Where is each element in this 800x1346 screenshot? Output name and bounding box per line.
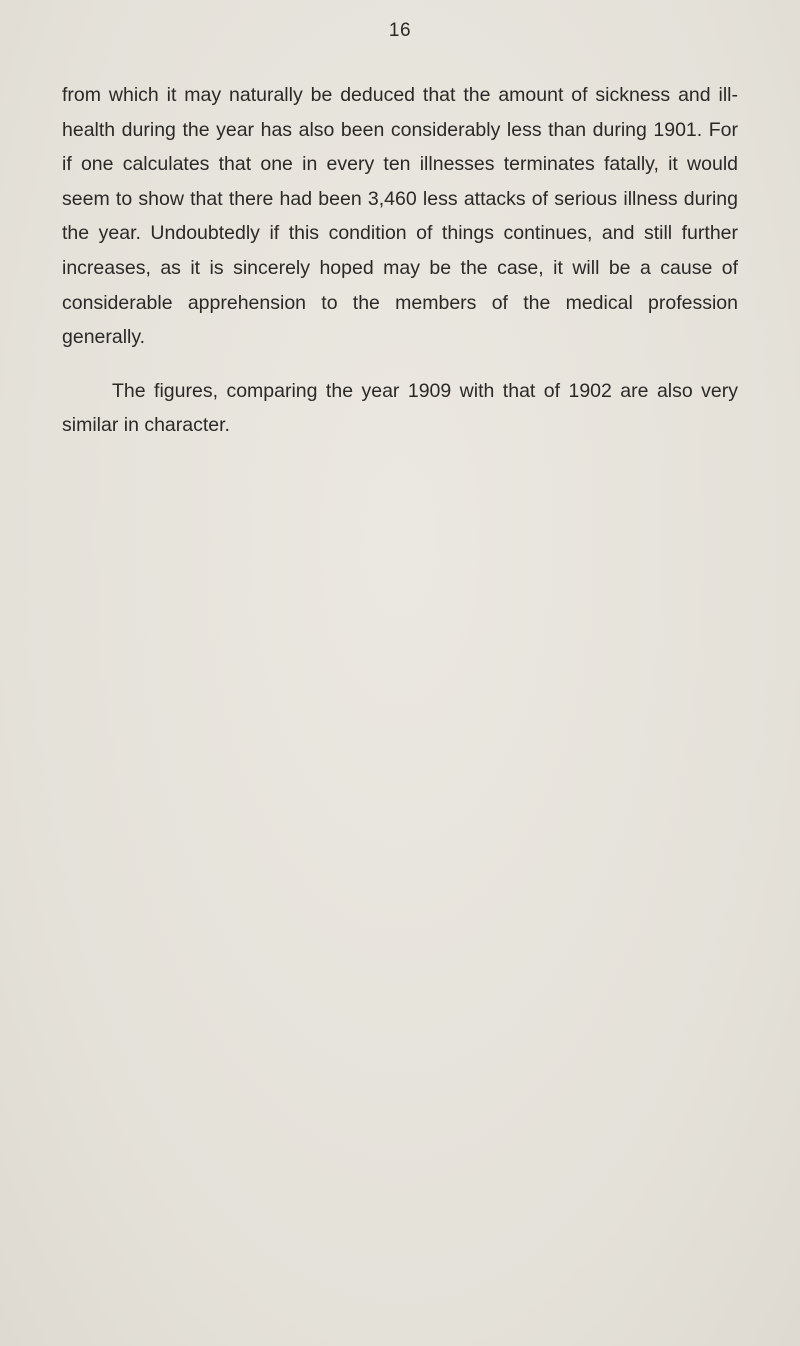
paragraph-1: from which it may naturally be deduced that the amount of sickness and ill-health during the year has also been considerably less than during 1901. For if one calculates that one in every ten illnesses terminates fatally, it would seem to show that there had been 3,460 less attacks of serious illness during the year. Undoubtedly if this condition of things continues, and still further increases, as it is sincerely hoped may be the case, it will be a cause of considerable apprehension to the members of the medical profession generally. xyxy=(62,84,738,349)
body-text xyxy=(62,78,738,443)
paragraph-2: The figures, comparing the year 1909 with that of 1902 are also very similar in character. xyxy=(62,379,738,437)
page-number: 16 xyxy=(388,20,412,41)
